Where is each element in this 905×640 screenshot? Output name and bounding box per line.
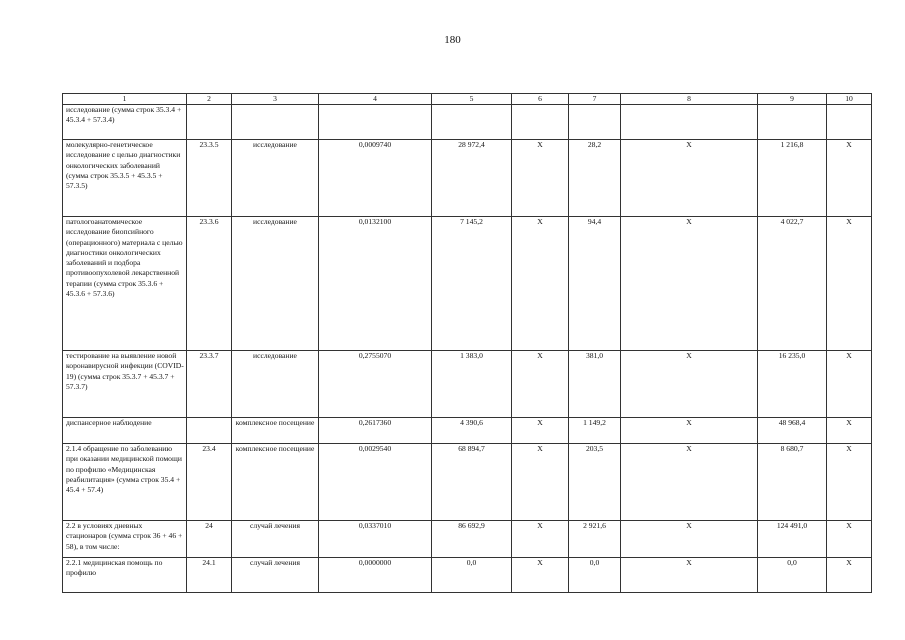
table-cell: случай лечения [232, 558, 319, 593]
table-cell: Х [621, 217, 758, 351]
column-number: 5 [432, 94, 512, 105]
table-cell: 7 145,2 [432, 217, 512, 351]
table-cell: 28,2 [569, 140, 621, 217]
table-cell: Х [621, 558, 758, 593]
table-cell: патологоанатомическое исследование биопсийного (операционного) материала с целью диагностики онкологических заболеваний и подбора противоопухолевой лекарственной терапии (сумма строк 35.3.6 + 45.3.6 + 57.3.6) [63, 217, 187, 351]
table-cell: 23.3.7 [187, 351, 232, 418]
table-cell: Х [512, 444, 569, 521]
table-cell: 0,0 [432, 558, 512, 593]
table-cell: исследование [232, 217, 319, 351]
table-cell: случай лечения [232, 521, 319, 558]
table-cell [827, 105, 872, 140]
table-cell [621, 105, 758, 140]
table-row [63, 351, 872, 418]
column-number: 2 [187, 94, 232, 105]
table-cell: Х [621, 140, 758, 217]
table-cell: комплексное посещение [232, 418, 319, 444]
column-number: 8 [621, 94, 758, 105]
financing-table [62, 93, 872, 593]
column-number: 1 [63, 94, 187, 105]
table-row [63, 105, 872, 140]
table-cell [569, 105, 621, 140]
table-cell: Х [512, 558, 569, 593]
table-cell: 0,0132100 [319, 217, 432, 351]
table-cell: диспансерное наблюдение [63, 418, 187, 444]
table-cell: Х [512, 140, 569, 217]
table-cell [187, 105, 232, 140]
table-row [63, 140, 872, 217]
table-cell: 2 921,6 [569, 521, 621, 558]
table-cell: 0,2755070 [319, 351, 432, 418]
page-number: 180 [444, 34, 461, 46]
column-number: 10 [827, 94, 872, 105]
table-row [63, 418, 872, 444]
table-cell: 94,4 [569, 217, 621, 351]
table-cell: 2.1.4 обращение по заболеванию при оказании медицинской помощи по профилю «Медицинская реабилитация» (сумма строк 35.4 + 45.4 + 57.4) [63, 444, 187, 521]
table-cell: Х [621, 444, 758, 521]
table-cell [432, 105, 512, 140]
table-cell: 24 [187, 521, 232, 558]
table-cell: комплексное посещение [232, 444, 319, 521]
column-number: 4 [319, 94, 432, 105]
table-cell [512, 105, 569, 140]
table-cell: Х [512, 418, 569, 444]
column-number: 7 [569, 94, 621, 105]
table-cell: Х [621, 351, 758, 418]
column-number: 9 [758, 94, 827, 105]
table-row [63, 558, 872, 593]
table-cell: 2.2 в условиях дневных стационаров (сумма строк 36 + 46 + 58), в том числе: [63, 521, 187, 558]
table-cell: 0,0 [758, 558, 827, 593]
table-cell: 23.4 [187, 444, 232, 521]
table-cell: 203,5 [569, 444, 621, 521]
table-cell: 0,2617360 [319, 418, 432, 444]
table-cell: Х [621, 418, 758, 444]
table-cell: Х [512, 521, 569, 558]
table-cell: 86 692,9 [432, 521, 512, 558]
table-cell: 23.3.6 [187, 217, 232, 351]
table-cell [187, 418, 232, 444]
table-row [63, 521, 872, 558]
table-cell: 381,0 [569, 351, 621, 418]
table-cell: Х [827, 521, 872, 558]
table-cell: Х [827, 418, 872, 444]
table-cell: 1 383,0 [432, 351, 512, 418]
table-row [63, 217, 872, 351]
table-cell: Х [827, 217, 872, 351]
table-cell: 8 680,7 [758, 444, 827, 521]
table-cell: 2.2.1 медицинская помощь по профилю [63, 558, 187, 593]
table-cell: 48 968,4 [758, 418, 827, 444]
table-cell: Х [512, 351, 569, 418]
table-cell: исследование [232, 140, 319, 217]
column-number: 6 [512, 94, 569, 105]
table-cell: исследование [232, 351, 319, 418]
table-cell: тестирование на выявление новой коронавирусной инфекции (COVID-19) (сумма строк 35.3.7 + 45.3.7 + 57.3.7) [63, 351, 187, 418]
table-cell [319, 105, 432, 140]
column-number: 3 [232, 94, 319, 105]
table-cell: 0,0009740 [319, 140, 432, 217]
table-cell: 0,0029540 [319, 444, 432, 521]
table-cell: 24.1 [187, 558, 232, 593]
table-cell: Х [827, 140, 872, 217]
table-row [63, 444, 872, 521]
table-cell: 124 491,0 [758, 521, 827, 558]
table-cell: 0,0 [569, 558, 621, 593]
table-cell: молекулярно-генетическое исследование с целью диагностики онкологических заболеваний (сумма строк 35.3.5 + 45.3.5 + 57.3.5) [63, 140, 187, 217]
table-cell: 1 149,2 [569, 418, 621, 444]
column-number-row [63, 94, 872, 105]
table-cell: Х [512, 217, 569, 351]
table-cell: 23.3.5 [187, 140, 232, 217]
table-cell: 4 390,6 [432, 418, 512, 444]
table-cell: исследование (сумма строк 35.3.4 + 45.3.4 + 57.3.4) [63, 105, 187, 140]
table-cell: Х [621, 521, 758, 558]
table-cell: 4 022,7 [758, 217, 827, 351]
table-cell: Х [827, 558, 872, 593]
table-cell [232, 105, 319, 140]
table-cell: 1 216,8 [758, 140, 827, 217]
table-cell: 0,0337010 [319, 521, 432, 558]
table-cell: 68 894,7 [432, 444, 512, 521]
table-cell: 0,0000000 [319, 558, 432, 593]
table-cell: Х [827, 351, 872, 418]
table-cell: 28 972,4 [432, 140, 512, 217]
table-cell [758, 105, 827, 140]
table-cell: Х [827, 444, 872, 521]
table-cell: 16 235,0 [758, 351, 827, 418]
